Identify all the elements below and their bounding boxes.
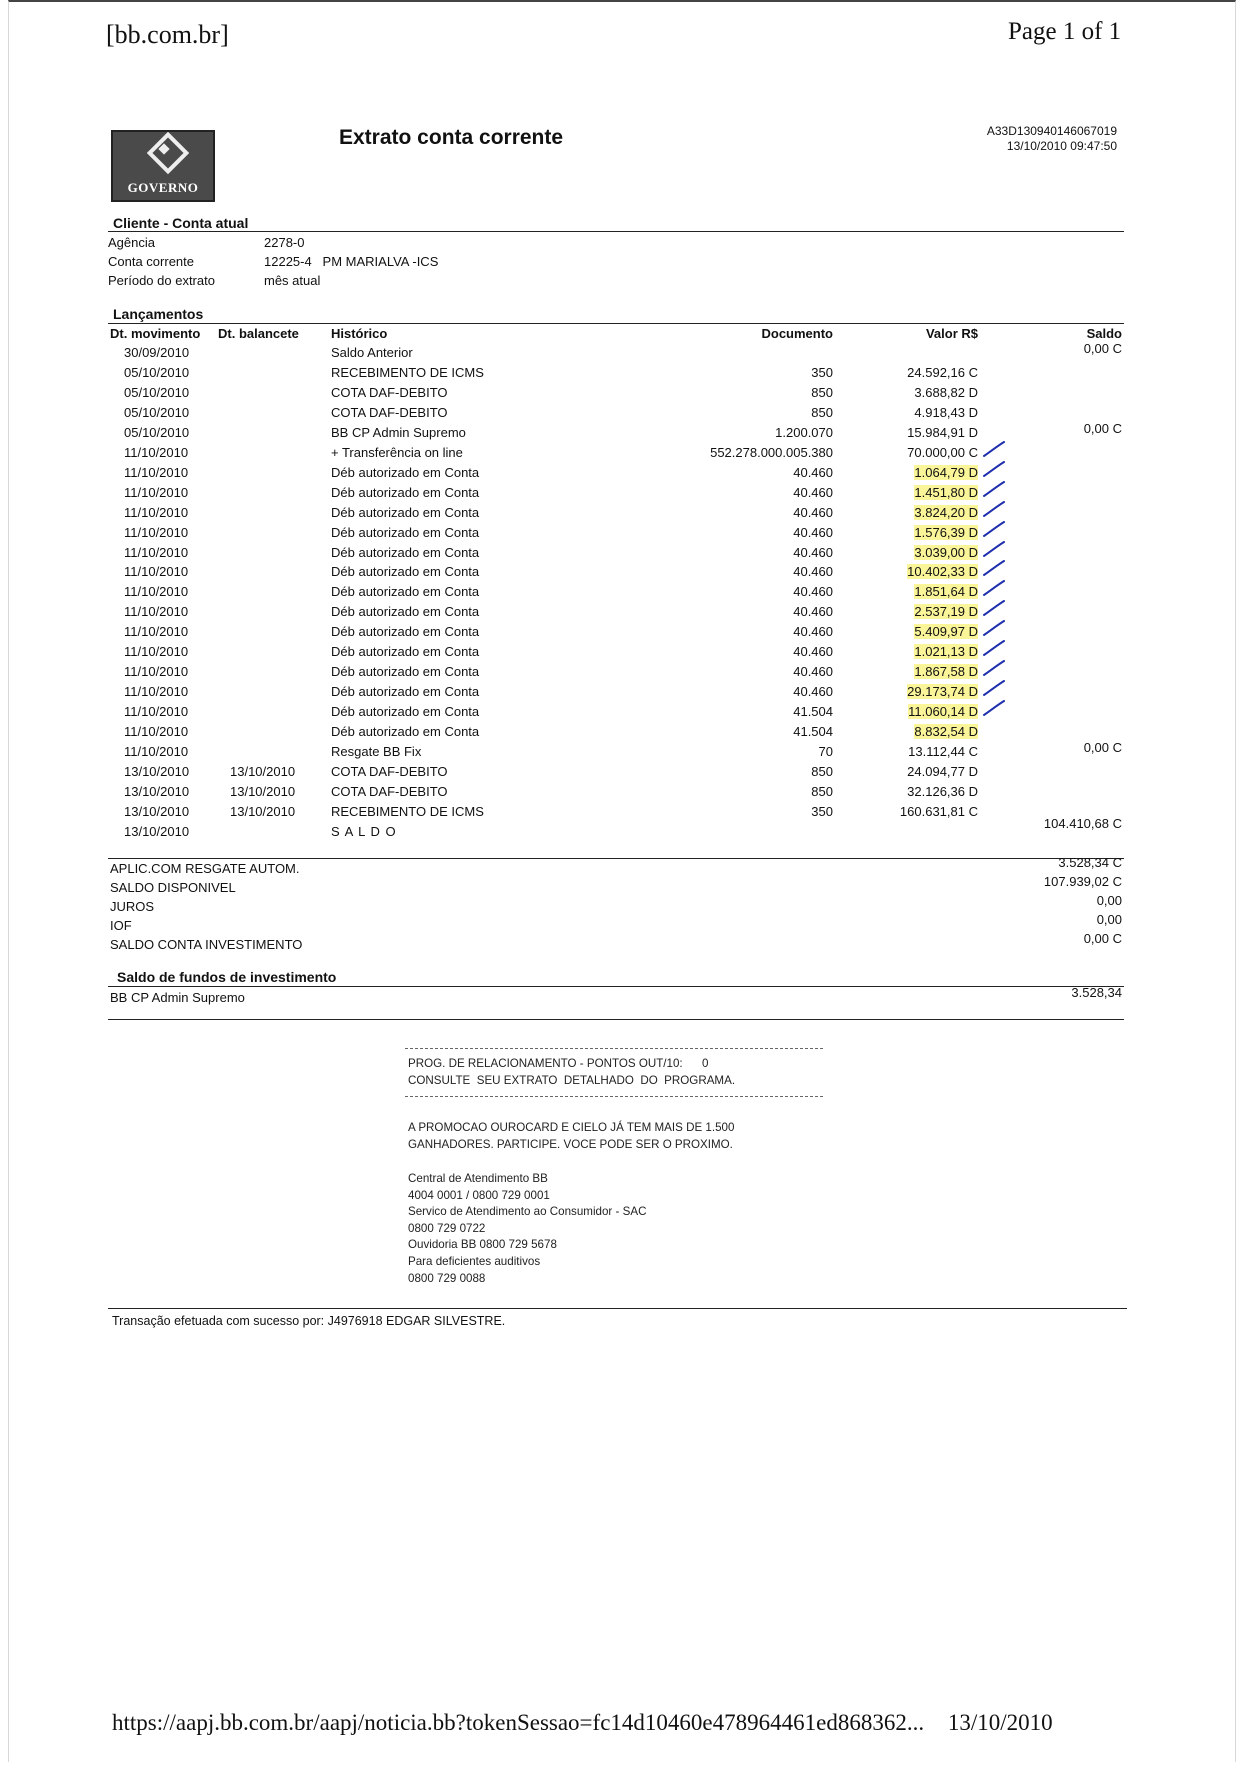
cell-historico: Déb autorizado em Conta xyxy=(331,644,480,660)
cell-documento: 40.460 xyxy=(793,624,833,640)
cell-documento: 70 xyxy=(818,744,833,759)
cell-historico: Déb autorizado em Conta xyxy=(331,624,480,640)
cell-dt-movimento: 05/10/2010 xyxy=(124,404,190,420)
divider xyxy=(108,231,1124,232)
cell-documento: 850 xyxy=(811,783,833,799)
cell-saldo: 0,00 C xyxy=(1083,341,1122,356)
cell-valor: 13.112,44 C xyxy=(908,744,978,759)
summary-value: 0,00 xyxy=(1096,893,1122,908)
page-number: Page 1 of 1 xyxy=(1008,18,1122,45)
cell-documento: 350 xyxy=(811,803,833,819)
print-date: 13/10/2010 xyxy=(947,1710,1053,1735)
cell-valor: 1.451,80 D xyxy=(914,484,978,500)
summary-value: 3.528,34 C xyxy=(1058,855,1122,870)
field-label: Conta corrente xyxy=(108,254,194,269)
table-row xyxy=(0,341,1244,365)
check-mark-icon xyxy=(982,580,1006,598)
cell-historico: Déb autorizado em Conta xyxy=(331,704,480,720)
dashed-separator xyxy=(405,1096,823,1097)
cell-valor: 11.060,14 D xyxy=(908,704,978,720)
cell-dt-movimento: 11/10/2010 xyxy=(124,504,189,520)
table-row xyxy=(0,724,1244,744)
cell-historico: COTA DAF-DEBITO xyxy=(331,384,448,400)
cell-historico: COTA DAF-DEBITO xyxy=(331,763,448,779)
summary-label: APLIC.COM RESGATE AUTOM. xyxy=(110,861,300,876)
cell-documento: 1.200.070 xyxy=(775,424,833,440)
page-url xyxy=(112,1710,1053,1736)
lancamentos-section-title: Lançamentos xyxy=(113,306,204,322)
cell-documento: 40.460 xyxy=(793,564,833,580)
check-mark-icon xyxy=(982,680,1006,698)
table-row xyxy=(0,784,1244,804)
summary-value: 0,00 xyxy=(1096,912,1122,927)
divider xyxy=(108,1308,1127,1309)
table-row xyxy=(0,445,1244,465)
cell-dt-movimento: 11/10/2010 xyxy=(124,464,189,480)
table-row xyxy=(0,405,1244,425)
table-row xyxy=(0,465,1244,485)
cell-documento: 40.460 xyxy=(793,544,833,560)
table-row xyxy=(0,505,1244,525)
cell-documento: 40.460 xyxy=(793,604,833,620)
header-valor: Valor R$ xyxy=(925,326,978,341)
cell-historico: Déb autorizado em Conta xyxy=(331,504,480,520)
check-mark-icon xyxy=(982,640,1006,658)
contact-info: Central de Atendimento BB 4004 0001 / 0800 729 0001 Servico de Atendimento ao Consumidor - SAC 0800 729 0722 Ouvidoria BB 0800 729 5678 Para deficientes auditivos 0800 729 0088 xyxy=(408,1172,647,1285)
cell-historico: Déb autorizado em Conta xyxy=(331,664,480,680)
check-mark-icon xyxy=(982,441,1006,459)
cell-historico: Déb autorizado em Conta xyxy=(331,684,480,700)
cell-documento: 41.504 xyxy=(793,724,833,740)
site-title: [bb.com.br] xyxy=(106,20,229,49)
cell-historico: COTA DAF-DEBITO xyxy=(331,783,448,799)
cell-valor: 8.832,54 D xyxy=(914,724,978,740)
table-row xyxy=(0,584,1244,604)
document-code: A33D130940146067019 xyxy=(986,124,1117,138)
promo-message: A PROMOCAO OUROCARD E CIELO JÁ TEM MAIS DE 1.500 GANHADORES. PARTICIPE. VOCE PODE SER O PROXIMO. xyxy=(408,1121,735,1151)
cell-dt-movimento: 11/10/2010 xyxy=(124,644,189,660)
cell-dt-movimento: 11/10/2010 xyxy=(124,484,189,500)
cell-valor: 70.000,00 C xyxy=(907,444,978,460)
cell-valor: 32.126,36 D xyxy=(907,783,978,799)
table-row xyxy=(0,365,1244,385)
check-mark-stroke xyxy=(984,442,1004,456)
table-row xyxy=(0,815,1244,844)
divider xyxy=(108,986,1124,987)
cell-historico: Déb autorizado em Conta xyxy=(331,524,480,540)
cell-documento: 552.278.000.005.380 xyxy=(710,444,833,460)
cell-valor: 2.537,19 D xyxy=(914,604,978,620)
check-mark-stroke xyxy=(984,581,1004,595)
cell-dt-movimento: 13/10/2010 xyxy=(124,763,190,779)
check-mark-icon xyxy=(982,660,1006,678)
cell-documento: 40.460 xyxy=(793,664,833,680)
cell-historico: RECEBIMENTO DE ICMS xyxy=(331,364,484,380)
cell-valor: 1.867,58 D xyxy=(914,664,978,680)
fundos-section-title: Saldo de fundos de investimento xyxy=(117,969,337,985)
cell-documento: 350 xyxy=(811,364,833,380)
check-mark-stroke xyxy=(984,542,1004,556)
cell-saldo: 0,00 C xyxy=(1083,420,1122,436)
cell-historico: S A L D O xyxy=(331,823,397,839)
table-row xyxy=(0,545,1244,565)
cell-documento: 40.460 xyxy=(793,464,833,480)
cell-historico: Déb autorizado em Conta xyxy=(331,564,480,580)
table-row xyxy=(0,624,1244,644)
check-mark-stroke xyxy=(984,482,1004,496)
cell-documento: 40.460 xyxy=(793,684,833,700)
bb-emblem-icon xyxy=(147,132,189,174)
cell-documento: 40.460 xyxy=(793,584,833,600)
cell-dt-movimento: 05/10/2010 xyxy=(124,424,190,440)
header-dt-movimento: Dt. movimento xyxy=(110,326,201,341)
check-mark-icon xyxy=(982,521,1006,539)
cell-historico: Déb autorizado em Conta xyxy=(331,544,480,560)
summary-value: 107.939,02 C xyxy=(1043,874,1122,889)
cell-valor: 5.409,97 D xyxy=(914,624,978,640)
cell-valor: 1.064,79 D xyxy=(914,464,978,480)
field-value: mês atual xyxy=(264,273,321,288)
cell-historico: COTA DAF-DEBITO xyxy=(331,404,448,420)
cell-historico: Saldo Anterior xyxy=(331,345,413,360)
cell-historico: Déb autorizado em Conta xyxy=(331,464,480,480)
program-message: PROG. DE RELACIONAMENTO - PONTOS OUT/10: 0 CONSULTE SEU EXTRATO DETALHADO DO PROGRAMA. xyxy=(408,1057,736,1087)
check-mark-stroke xyxy=(984,681,1004,695)
cell-historico: Déb autorizado em Conta xyxy=(331,484,480,500)
check-mark-stroke xyxy=(984,701,1004,715)
field-label: Agência xyxy=(108,235,155,250)
cell-documento: 40.460 xyxy=(793,524,833,540)
transaction-footer: Transação efetuada com sucesso por: J4976918 EDGAR SILVESTRE. xyxy=(112,1314,506,1328)
cell-dt-movimento: 11/10/2010 xyxy=(124,564,189,580)
check-mark-icon xyxy=(982,600,1006,618)
cell-dt-movimento: 11/10/2010 xyxy=(124,684,189,700)
cell-historico: Déb autorizado em Conta xyxy=(331,724,480,740)
summary-value: 0,00 C xyxy=(1083,931,1122,946)
cell-valor: 1.021,13 D xyxy=(914,644,978,660)
cell-valor: 15.984,91 D xyxy=(907,424,978,440)
document-title: Extrato conta corrente xyxy=(339,126,564,149)
cell-documento: 40.460 xyxy=(793,484,833,500)
check-mark-icon xyxy=(982,560,1006,578)
bank-logo xyxy=(111,130,215,202)
table-row xyxy=(0,664,1244,684)
check-mark-stroke xyxy=(984,621,1004,635)
cell-dt-movimento: 11/10/2010 xyxy=(124,544,189,560)
cell-valor: 1.576,39 D xyxy=(914,524,978,540)
cell-valor: 24.592,16 C xyxy=(907,364,978,380)
divider xyxy=(108,858,1124,859)
check-mark-icon xyxy=(982,481,1006,499)
cell-dt-movimento: 05/10/2010 xyxy=(124,364,190,380)
check-mark-stroke xyxy=(984,661,1004,675)
divider xyxy=(108,1019,1124,1020)
dashed-separator xyxy=(405,1048,823,1049)
summary-label: JUROS xyxy=(110,899,155,914)
cell-valor: 3.039,00 D xyxy=(914,544,978,560)
check-mark-stroke xyxy=(984,561,1004,575)
header-historico: Histórico xyxy=(331,326,388,341)
table-row xyxy=(0,604,1244,624)
field-label: Período do extrato xyxy=(108,273,215,288)
check-mark-icon xyxy=(982,620,1006,638)
cell-documento: 850 xyxy=(811,404,833,420)
check-mark-icon xyxy=(982,461,1006,479)
cell-valor: 4.918,43 D xyxy=(914,404,978,420)
cell-dt-movimento: 11/10/2010 xyxy=(124,724,189,740)
cell-saldo: 0,00 C xyxy=(1083,740,1122,755)
cell-historico: RECEBIMENTO DE ICMS xyxy=(331,803,484,819)
cell-documento: 850 xyxy=(811,384,833,400)
cell-dt-movimento: 11/10/2010 xyxy=(124,624,189,640)
fundo-name: BB CP Admin Supremo xyxy=(110,990,245,1005)
cell-dt-balancete: 13/10/2010 xyxy=(230,783,296,799)
cell-documento: 41.504 xyxy=(793,704,833,720)
cell-historico: Resgate BB Fix xyxy=(331,744,422,759)
cell-dt-movimento: 11/10/2010 xyxy=(124,584,189,600)
cell-valor: 3.688,82 D xyxy=(914,384,978,400)
cell-valor: 24.094,77 D xyxy=(907,763,978,779)
check-mark-stroke xyxy=(984,601,1004,615)
header-documento: Documento xyxy=(761,326,833,341)
cell-historico: Déb autorizado em Conta xyxy=(331,604,480,620)
check-mark-icon xyxy=(982,700,1006,718)
check-mark-icon xyxy=(982,501,1006,519)
cell-documento: 40.460 xyxy=(793,644,833,660)
table-row xyxy=(0,485,1244,505)
field-value: 12225-4 PM MARIALVA -ICS xyxy=(264,254,439,269)
table-row xyxy=(0,740,1244,764)
check-mark-stroke xyxy=(984,641,1004,655)
url-text: https://aapj.bb.com.br/aapj/noticia.bb?tokenSessao=fc14d10460e478964461ed868362... xyxy=(112,1710,925,1735)
header-dt-balancete: Dt. balancete xyxy=(218,326,299,341)
check-mark-icon xyxy=(982,541,1006,559)
cell-dt-movimento: 30/09/2010 xyxy=(124,345,190,360)
table-row xyxy=(0,525,1244,545)
document-timestamp: 13/10/2010 09:47:50 xyxy=(1006,139,1117,153)
table-row xyxy=(0,684,1244,704)
table-row xyxy=(0,764,1244,784)
cell-dt-movimento: 11/10/2010 xyxy=(124,704,189,720)
cell-historico: BB CP Admin Supremo xyxy=(331,424,466,440)
cell-historico: Déb autorizado em Conta xyxy=(331,584,480,600)
summary-label: IOF xyxy=(110,918,132,933)
table-row xyxy=(0,704,1244,724)
cell-dt-movimento: 11/10/2010 xyxy=(124,444,189,460)
fundo-value: 3.528,34 xyxy=(1071,985,1122,1000)
cell-dt-movimento: 11/10/2010 xyxy=(124,744,189,759)
table-row xyxy=(0,644,1244,664)
table-header xyxy=(0,326,1244,346)
summary-label: SALDO DISPONIVEL xyxy=(110,880,236,895)
cell-documento: 40.460 xyxy=(793,504,833,520)
cell-dt-movimento: 11/10/2010 xyxy=(124,664,189,680)
cell-valor: 3.824,20 D xyxy=(914,504,978,520)
cell-dt-balancete: 13/10/2010 xyxy=(230,763,296,779)
logo-text: GOVERNO xyxy=(127,180,199,195)
table-row xyxy=(0,385,1244,405)
check-mark-stroke xyxy=(984,522,1004,536)
cell-dt-movimento: 13/10/2010 xyxy=(124,783,190,799)
cell-valor: 10.402,33 D xyxy=(907,564,978,580)
check-mark-stroke xyxy=(984,502,1004,516)
cell-valor: 29.173,74 D xyxy=(907,684,978,700)
cell-dt-movimento: 13/10/2010 xyxy=(124,823,190,839)
header-saldo: Saldo xyxy=(1086,326,1122,341)
cell-dt-balancete: 13/10/2010 xyxy=(230,803,296,819)
cell-saldo: 104.410,68 C xyxy=(1043,815,1122,831)
cell-dt-movimento: 05/10/2010 xyxy=(124,384,190,400)
table-row xyxy=(0,564,1244,584)
divider xyxy=(108,323,1124,324)
cliente-section-title: Cliente - Conta atual xyxy=(113,215,249,231)
field-value: 2278-0 xyxy=(264,235,305,250)
cell-dt-movimento: 11/10/2010 xyxy=(124,524,189,540)
cell-valor: 1.851,64 D xyxy=(914,584,978,600)
check-mark-stroke xyxy=(984,462,1004,476)
summary-label: SALDO CONTA INVESTIMENTO xyxy=(110,937,303,952)
cell-dt-movimento: 11/10/2010 xyxy=(124,604,189,620)
cell-valor: 160.631,81 C xyxy=(899,803,978,819)
table-row xyxy=(0,420,1244,445)
cell-historico: + Transferência on line xyxy=(331,444,463,460)
cell-dt-movimento: 13/10/2010 xyxy=(124,803,190,819)
document-code-block xyxy=(900,124,1117,154)
cell-documento: 850 xyxy=(811,763,833,779)
